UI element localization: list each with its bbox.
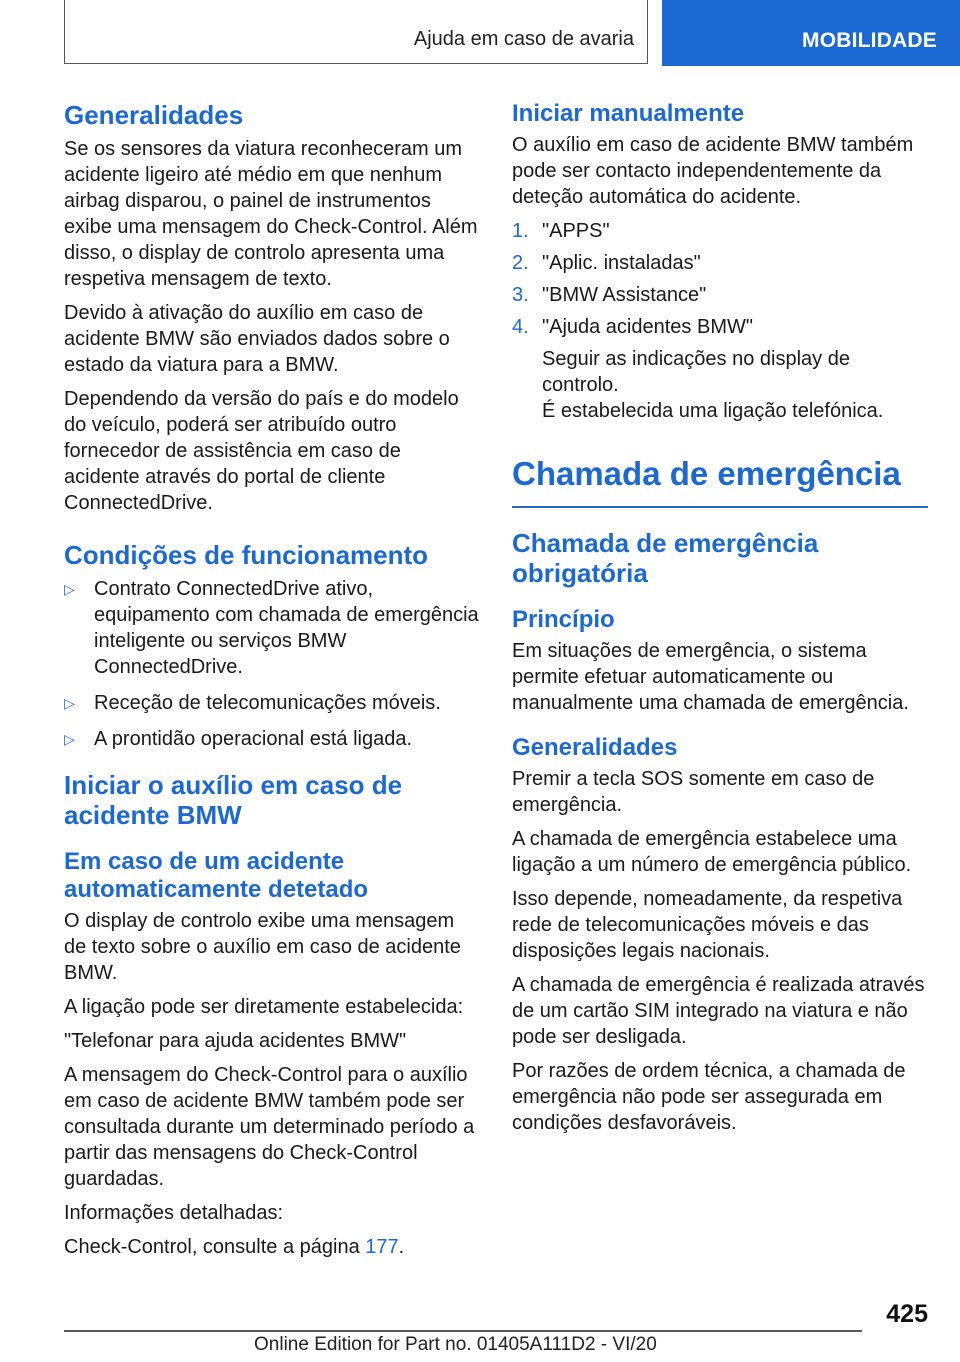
paragraph: "Telefonar para ajuda acidentes BMW" bbox=[64, 1030, 407, 1052]
paragraph: A chamada de emergência estabelece uma ligação a um número de emergência público. bbox=[512, 828, 912, 876]
paragraph: A chamada de emergência é realizada através de um cartão SIM integrado na viatura e não pode ser desligada. bbox=[512, 974, 925, 1048]
reference-end: . bbox=[398, 1236, 405, 1258]
paragraph: Isso depende, nomeadamente, da respetiva rede de telecomunicações móveis e das disposições legais nacionais. bbox=[512, 888, 903, 962]
heading-condicoes: Condições de funcionamento bbox=[64, 540, 429, 570]
left-column bbox=[64, 100, 480, 1268]
heading-iniciar-auxilio: Iniciar o auxílio em caso de acidente BMW bbox=[64, 770, 403, 830]
chapter-tab-label: MOBILIDADE bbox=[802, 29, 937, 52]
step-text: "Ajuda acidentes BMW" bbox=[542, 316, 753, 338]
list-item bbox=[64, 576, 480, 680]
step-subtext: Seguir as indicações no display de controlo. bbox=[542, 348, 850, 396]
page-number: 425 bbox=[886, 1300, 928, 1328]
heading-chamada-emergencia: Chamada de emergência bbox=[512, 455, 901, 492]
heading-rule bbox=[512, 506, 928, 508]
triangle-bullet-icon: ▷ bbox=[64, 695, 75, 711]
paragraph: O auxílio em caso de acidente BMW também pode ser contacto independentemente da deteção automática do acidente. bbox=[512, 134, 914, 208]
paragraph: O display de controlo exibe uma mensagem de texto sobre o auxílio em caso de acidente BMW. bbox=[64, 910, 461, 984]
paragraph: Por razões de ordem técnica, a chamada de emergência não pode ser assegurada em condições desfavoráveis. bbox=[512, 1060, 906, 1134]
paragraph: Se os sensores da viatura reconheceram um acidente ligeiro até médio em que nenhum airbag disparou, o painel de instrumentos exibe uma mensagem do Check-Control. Além disso, o display de controlo apresenta uma respetiva mensagem de texto. bbox=[64, 138, 478, 290]
paragraph: A ligação pode ser diretamente estabelecida: bbox=[64, 996, 464, 1018]
step-text: "BMW Assistance" bbox=[542, 284, 707, 306]
step-number: 2. bbox=[512, 252, 529, 274]
triangle-bullet-icon: ▷ bbox=[64, 731, 75, 747]
step-number: 1. bbox=[512, 220, 529, 242]
paragraph: Premir a tecla SOS somente em caso de emergência. bbox=[512, 768, 875, 816]
step-number: 4. bbox=[512, 316, 529, 338]
triangle-bullet-icon: ▷ bbox=[64, 581, 75, 597]
step-item bbox=[512, 250, 928, 276]
paragraph: Em situações de emergência, o sistema permite efetuar automaticamente ou manualmente uma chamada de emergência. bbox=[512, 640, 909, 714]
step-text: "Aplic. instaladas" bbox=[542, 252, 701, 274]
paragraph: Dependendo da versão do país e do modelo do veículo, poderá ser atribuído outro fornecedor de assistência em caso de acidente através do portal de cliente ConnectedDrive. bbox=[64, 388, 459, 514]
conditions-list bbox=[64, 576, 480, 752]
heading-em-caso: Em caso de um acidente automaticamente detetado bbox=[64, 848, 369, 903]
steps-list bbox=[512, 218, 928, 424]
paragraph: A mensagem do Check-Control para o auxílio em caso de acidente BMW também pode ser consultada durante um determinado período a partir das mensagens do Check-Control guardadas. bbox=[64, 1064, 475, 1190]
step-item bbox=[512, 282, 928, 308]
page-link[interactable]: 177 bbox=[365, 1236, 399, 1258]
paragraph: Informações detalhadas: bbox=[64, 1202, 284, 1224]
paragraph: Devido à ativação do auxílio em caso de acidente BMW são enviados dados sobre o estado da viatura para a BMW. bbox=[64, 302, 450, 376]
step-text: "APPS" bbox=[542, 220, 610, 242]
section-title: Ajuda em caso de avaria bbox=[413, 28, 634, 50]
step-item bbox=[512, 218, 928, 244]
heading-iniciar-manual: Iniciar manualmente bbox=[512, 100, 745, 127]
list-item-text: Receção de telecomunicações móveis. bbox=[94, 692, 441, 714]
heading-principio: Princípio bbox=[512, 606, 615, 633]
footer-rule bbox=[64, 1330, 862, 1332]
list-item bbox=[64, 690, 480, 716]
step-number: 3. bbox=[512, 284, 529, 306]
step-item bbox=[512, 314, 928, 424]
chapter-tab[interactable] bbox=[662, 0, 960, 66]
edition-note: Online Edition for Part no. 01405A111D2 - VI/20 bbox=[254, 1334, 657, 1355]
page-reference bbox=[64, 1234, 480, 1260]
heading-generalidades: Generalidades bbox=[64, 100, 244, 130]
right-column bbox=[512, 100, 928, 1144]
list-item-text: A prontidão operacional está ligada. bbox=[94, 728, 413, 750]
heading-generalidades-2: Generalidades bbox=[512, 734, 678, 761]
reference-text: Check-Control, consulte a página bbox=[64, 1236, 366, 1258]
list-item-text: Contrato ConnectedDrive ativo, equipamento com chamada de emergência inteligente ou serviços BMW ConnectedDrive. bbox=[94, 578, 479, 678]
heading-chamada-obrigatoria: Chamada de emergência obrigatória bbox=[512, 528, 819, 588]
list-item bbox=[64, 726, 480, 752]
step-subtext: É estabelecida uma ligação telefónica. bbox=[542, 400, 884, 422]
